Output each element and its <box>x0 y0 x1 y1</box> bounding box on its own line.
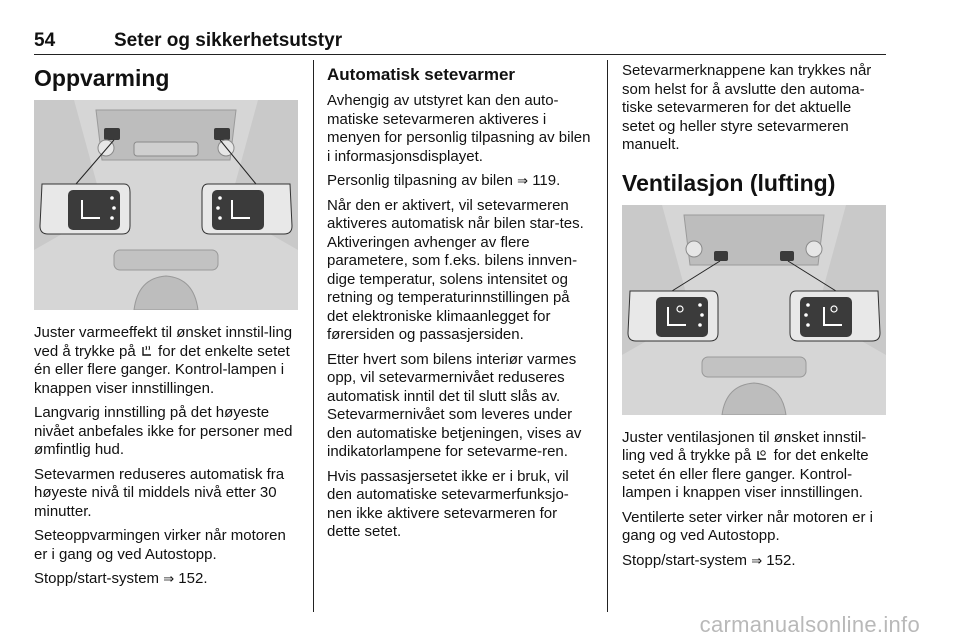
auto-heater-paragraph-4: Etter hvert som bilens interiør varmes opp, vil setevarmernivået reduseres automatisk inntil det til slutt slås av. Setevarmernivået som leveres under den automatiske betjeningen, vises av indikatorlampene for setevarme-ren. <box>327 350 582 460</box>
heating-heading: Oppvarming <box>34 65 170 91</box>
column-auto-heater <box>327 62 593 548</box>
column-heating <box>34 62 298 595</box>
manual-override-paragraph: Setevarmerknappene kan trykkes når som helst for å avslutte den automa-tiske setevarmeren for det aktuelle setet og heller styre setevarmeren manuelt. <box>622 62 872 153</box>
page-reference-arrow-icon[interactable]: ⇒ <box>751 552 763 568</box>
page-reference-arrow-icon[interactable]: ⇒ <box>517 173 529 188</box>
heating-paragraph-2: Langvarig innstilling på det høyeste nivået anbefales ikke for personer med ømfintlig hud. <box>34 404 293 458</box>
page-reference-arrow-icon[interactable]: ⇒ <box>163 571 175 586</box>
auto-heater-heading: Automatisk setevarmer <box>327 65 516 84</box>
seat-heating-figure <box>34 100 298 310</box>
heating-paragraph-1: Juster varmeeffekt til ønsket innstil-ling ved å trykke på for det enkelte setet én eller flere ganger. Kontrol-lampen i knappen viser innstillingen. <box>34 324 293 397</box>
seat-heating-illustration <box>34 100 298 310</box>
page-number: 54 <box>34 30 56 51</box>
ventilation-paragraph-3: Stopp/start-system ⇒ 152. <box>622 551 796 569</box>
heating-paragraph-3: Setevarmen reduseres automatisk fra høyeste nivå til middels nivå etter 30 minutter. <box>34 465 285 520</box>
auto-heater-paragraph-2: Personlig tilpasning av bilen ⇒ 119. <box>327 172 561 189</box>
ventilation-heading: Ventilasjon (lufting) <box>622 169 836 196</box>
ventilation-paragraph-1: Juster ventilasjonen til ønsket innstil-ling ved å trykke på for det enkelte setet én eller flere ganger. Kontrol-lampen i knappen viser innstillingen. <box>622 428 869 501</box>
ventilation-paragraph-2: Ventilerte seter virker når motoren er i gang og ved Autostopp. <box>622 508 873 544</box>
heating-paragraph-5: Stopp/start-system ⇒ 152. <box>34 570 208 587</box>
heating-paragraph-4: Seteoppvarmingen virker når motoren er i gang og ved Autostopp. <box>34 527 286 563</box>
seat-ventilation-icon <box>755 448 769 462</box>
seat-ventilation-illustration <box>622 205 886 415</box>
column-divider-2 <box>607 60 608 612</box>
header-rule <box>34 54 886 55</box>
column-ventilation <box>622 62 886 576</box>
column-divider-1 <box>313 60 314 612</box>
seat-heating-icon <box>140 344 154 358</box>
auto-heater-paragraph-3: Når den er aktivert, vil setevarmeren aktiveres automatisk når bilen star-tes. Aktiveringen avhenger av flere parametere, som f.eks. bilens innven-dige temperatur, solens intensitet og retning og temperaturinnstillingen på det elektroniske klimaanlegget for førersiden og passasjersiden. <box>327 196 584 343</box>
running-head: Seter og sikkerhetsutstyr <box>114 30 343 51</box>
seat-ventilation-figure <box>622 205 886 415</box>
watermark: carmanualsonline.info <box>699 612 920 637</box>
auto-heater-paragraph-5: Hvis passasjersetet ikke er i bruk, vil den automatiske setevarmerfunksjo-nen ikke aktivere setevarmeren for dette setet. <box>327 467 569 540</box>
auto-heater-paragraph-1: Avhengig av utstyret kan den auto-matiske setevarmeren aktiveres i menyen for personlig tilpasning av bilen i informasjonsdisplayet. <box>327 92 591 165</box>
